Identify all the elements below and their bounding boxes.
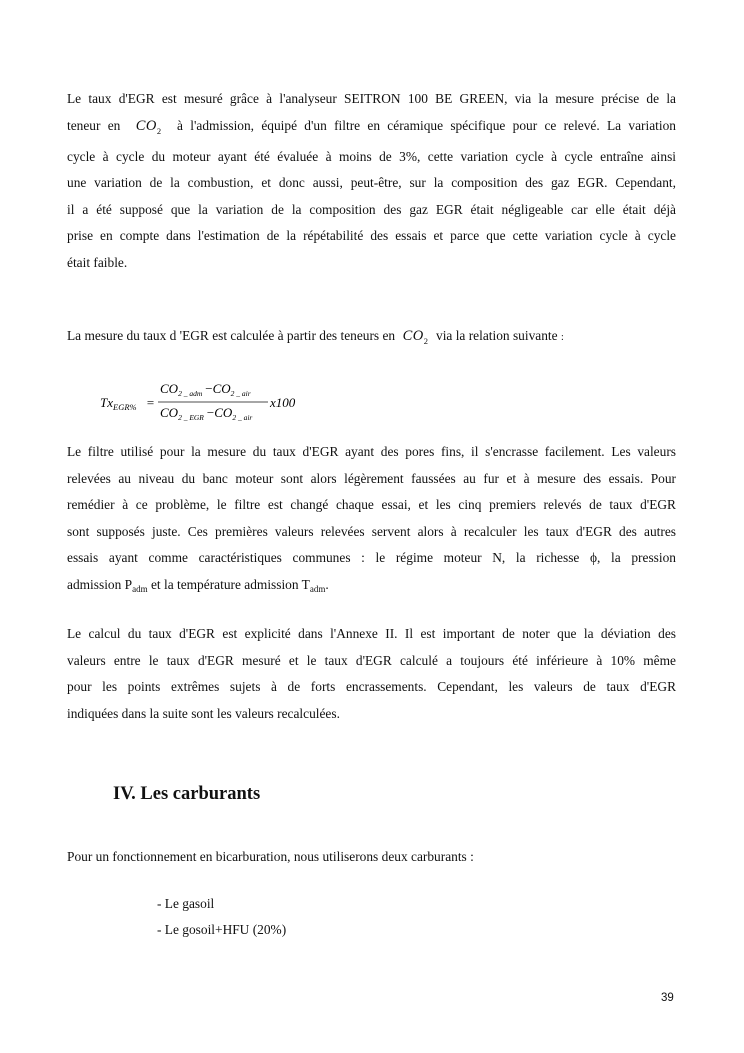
page-number: 39 [661,992,674,1004]
text-line: cycle à cycle du moteur ayant été évaluée à moins de 3%, cette variation cycle à cycle entraîne ainsi [67,148,676,164]
formula-denominator: $CO_{2 \_ EGR} -CO_{2 \_ air}$ [160,405,253,422]
paragraph-fuels-intro [67,844,676,871]
text-line: Le taux d'EGR est mesuré grâce à l'analyseur SEITRON 100 BE GREEN, via la mesure précise de la [67,91,676,106]
text-line: pour les points extrêmes sujets à de forts encrassements. Cependant, les valeurs de taux d'EGR [67,679,676,694]
text-line: La mesure du taux d 'EGR est calculée à partir des teneurs en $CO_2$ via la relation suivante : [67,328,564,346]
text-line: une variation de la combustion, et donc aussi, peut-être, sur la composition des gaz EGR. Cependant, [67,175,676,191]
paragraph-egr-formula-intro [67,323,676,354]
list-item: - Le gasoil [157,896,215,911]
list-item: - Le gosoil+HFU (20%) [157,922,287,937]
formula-factor: x100 [270,395,296,410]
co2-symbol: $CO_2$ [135,117,162,136]
formula-equals: = [146,395,155,410]
formula-svg [100,380,320,430]
text-line: Le filtre utilisé pour la mesure du taux d'EGR ayant des pores fins, il s'encrasse facilement. Les valeurs [67,444,676,459]
paragraph-egr-measurement [67,86,676,276]
text-line: était faible. [67,254,128,270]
text-line: prise en compte dans l'estimation de la répétabilité des essais et parce que cette variation cycle à cycle [67,228,676,244]
text-line: essais ayant comme caractéristiques communes : le régime moteur N, la richesse ϕ, la pression [67,550,676,565]
section-heading: IV. Les carburants [113,784,261,804]
text-line: admission $P_{adm}$ et la température admission $T_{adm}$. [67,576,329,594]
co2-symbol: $CO_2$ [402,328,429,346]
paragraph-filter-fouling [67,439,676,602]
text-line: sont supposés juste. Ces premières valeurs relevées servent alors à recalculer les taux d'EGR des autres [67,523,676,539]
text-line: remédier à ce problème, le filtre est changé chaque essai, et les cinq premiers relevés de taux d'EGR [67,497,676,512]
text-line: il a été supposé que la variation de la composition des gaz EGR était négligeable car elle était déjà [67,201,676,217]
formula-lhs: $Tx_{EGR\%}$ [100,395,137,412]
text-line: teneur en $CO_2$ à l'admission, équipé d'un filtre en céramique spécifique pour ce relevé. La variation [67,117,676,136]
text-line: relevées au niveau du banc moteur sont alors légèrement faussées au fur et à mesure des essais. Pour [67,470,676,486]
paragraph-egr-calculation [67,621,676,727]
text-line: valeurs entre le taux d'EGR mesuré et le taux d'EGR calculé a toujours été inférieure à 10% même [67,652,676,668]
formula-numerator: $CO_{2 \_ adm} -CO_{2 \_ air}$ [160,381,251,398]
text-line: Pour un fonctionnement en bicarburation, nous utiliserons deux carburants : [67,849,474,864]
text-line: indiquées dans la suite sont les valeurs recalculées. [67,705,340,721]
text-line: Le calcul du taux d'EGR est explicité dans l'Annexe II. Il est important de noter que la déviation des [67,626,676,641]
